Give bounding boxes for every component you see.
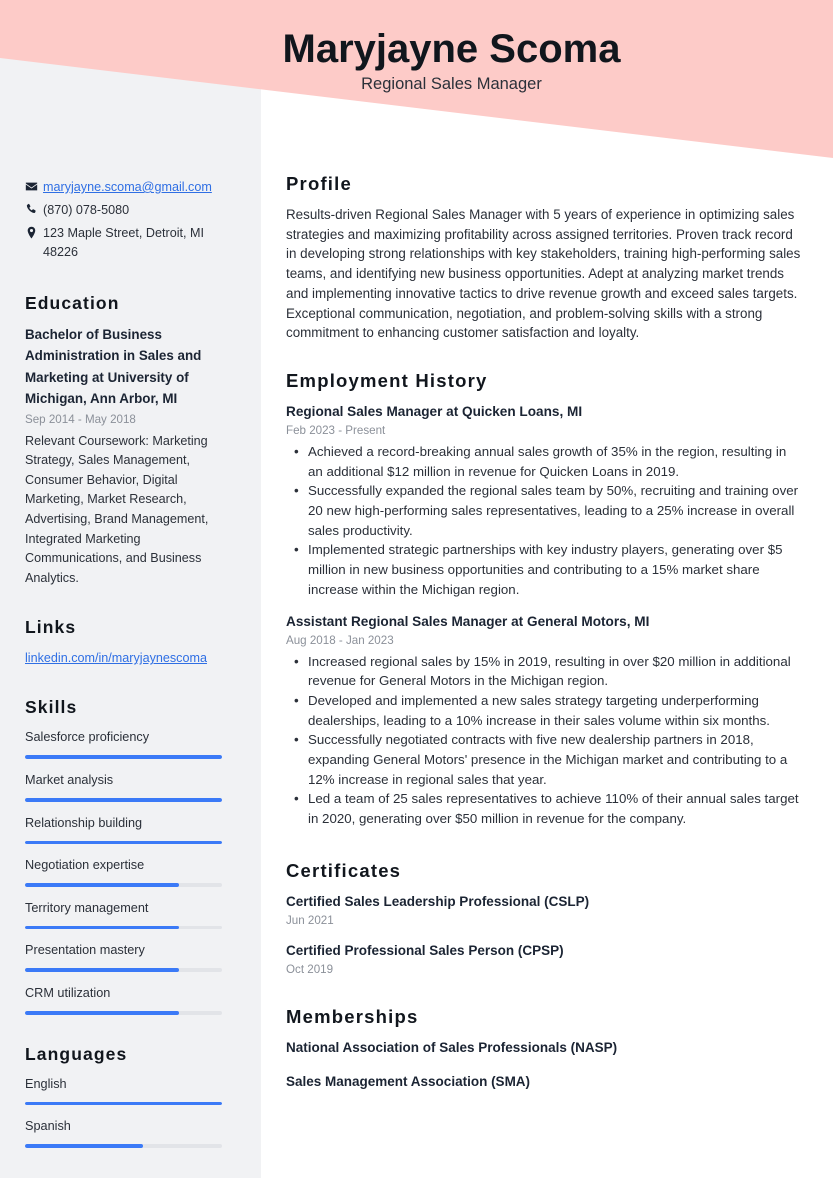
skill-bar-fill: [25, 841, 222, 845]
skill-item: [25, 984, 237, 1015]
skill-label: CRM utilization: [25, 985, 111, 1000]
membership-entry: Sales Management Association (SMA): [286, 1073, 531, 1089]
skill-label: Relationship building: [25, 815, 143, 830]
employment-bullets: [286, 442, 804, 600]
skill-item: [25, 728, 237, 759]
list-item: • Successfully expanded the regional sales team by 50%, recruiting and training over 20 new high-performing sales representatives, leading to a 25% increase in overall sales productivity.: [308, 481, 804, 540]
skill-bar-fill: [25, 926, 179, 930]
language-bar-fill: [25, 1144, 143, 1148]
certificate-entry: [286, 941, 804, 979]
skill-bar-fill: [25, 883, 179, 887]
education-heading: Education: [25, 293, 120, 313]
employment-date: Feb 2023 - Present: [286, 423, 386, 437]
language-item: [25, 1075, 237, 1106]
contact-row: [25, 224, 237, 262]
certificates-heading: Certificates: [286, 859, 402, 881]
skill-bar-track: [25, 883, 222, 887]
skill-bar-track: [25, 841, 222, 845]
list-item: • Developed and implemented a new sales strategy targeting underperforming dealerships, leading to a 10% increase in their sales volume within six months.: [308, 691, 804, 730]
skills-list: [25, 728, 237, 1014]
language-bar-fill: [25, 1102, 222, 1106]
list-item: • Led a team of 25 sales representatives to achieve 110% of their annual sales target in 2020, generating over $50 million in revenue for the company.: [308, 789, 804, 828]
skill-label: Territory management: [25, 900, 149, 915]
skill-bar-fill: [25, 798, 222, 802]
certificate-title: Certified Professional Sales Person (CPSP): [286, 942, 564, 958]
list-item: • Implemented strategic partnerships with key industry players, generating over $5 million in new business opportunities and contributing to a 15% market share increase within the Michigan region.: [308, 540, 804, 599]
certificate-title: Certified Sales Leadership Professional (CSLP): [286, 893, 590, 909]
education-date: Sep 2014 - May 2018: [25, 412, 136, 426]
employment-title: Assistant Regional Sales Manager at General Motors, MI: [286, 613, 650, 629]
links-list: [25, 648, 237, 668]
employment-title: Regional Sales Manager at Quicken Loans, MI: [286, 403, 583, 419]
contact-value: 123 Maple Street, Detroit, MI 48226: [43, 226, 204, 259]
profile-section: [286, 172, 804, 343]
language-label: English: [25, 1076, 67, 1091]
linkedin-link[interactable]: linkedin.com/in/maryjaynescoma: [25, 651, 207, 666]
skill-bar-track: [25, 926, 222, 930]
main-content: [286, 172, 804, 1118]
skill-item: [25, 856, 237, 887]
language-item: [25, 1117, 237, 1148]
phone-icon: [25, 201, 43, 216]
memberships-section: [286, 1005, 804, 1092]
contact-row: [25, 178, 237, 197]
language-label: Spanish: [25, 1119, 71, 1134]
employment-bullets: [286, 652, 804, 829]
header-subtitle: Regional Sales Manager: [361, 75, 542, 93]
skill-label: Negotiation expertise: [25, 858, 145, 873]
list-item: • Successfully negotiated contracts with five new dealership partners in 2018, expanding General Motors' presence in the Michigan market and contributing to a 12% increase in regional sales that year.: [308, 730, 804, 789]
skill-bar-track: [25, 1011, 222, 1015]
skill-item: [25, 771, 237, 802]
education-list: [25, 324, 237, 588]
language-bar-track: [25, 1144, 222, 1148]
skill-label: Salesforce proficiency: [25, 730, 150, 745]
memberships-heading: Memberships: [286, 1005, 419, 1027]
certificate-entry: [286, 892, 804, 930]
languages-heading: Languages: [25, 1043, 128, 1064]
sidebar-content: [25, 178, 237, 1160]
skill-bar-fill: [25, 755, 222, 759]
skill-label: Presentation mastery: [25, 943, 145, 958]
header-text-block: [0, 0, 833, 95]
envelope-icon: [25, 178, 43, 193]
contact-row: [25, 201, 237, 220]
skill-bar-track: [25, 968, 222, 972]
skill-item: [25, 899, 237, 930]
contact-value: (870) 078-5080: [43, 203, 130, 217]
skill-bar-fill: [25, 968, 179, 972]
list-item: • Increased regional sales by 15% in 2019, resulting in over $20 million in additional revenue for General Motors in the Michigan region.: [308, 652, 804, 691]
skill-item: [25, 814, 237, 845]
links-heading: Links: [25, 617, 77, 638]
skill-bar-track: [25, 755, 222, 759]
education-description: Relevant Coursework: Marketing Strategy, Sales Management, Consumer Behavior, Digital Marketing, Market Research, Advertising, Brand Management, Integrated Marketing Communications, and Business Analytics.: [25, 433, 209, 585]
certificates-section: [286, 859, 804, 979]
language-bar-track: [25, 1102, 222, 1106]
page-title: Maryjayne Scoma: [282, 27, 621, 71]
membership-entry: National Association of Sales Professionals (NASP): [286, 1039, 618, 1055]
employment-section: [286, 369, 804, 829]
education-title: Bachelor of Business Administration in Sales and Marketing at University of Michigan, Ann Arbor, MI: [25, 327, 202, 407]
skill-label: Market analysis: [25, 772, 114, 787]
certificate-date: Jun 2021: [286, 913, 334, 927]
memberships-list: [286, 1038, 804, 1092]
employment-date: Aug 2018 - Jan 2023: [286, 633, 394, 647]
skills-heading: Skills: [25, 697, 78, 718]
contact-list: [25, 178, 237, 262]
languages-list: [25, 1075, 237, 1148]
employment-entry: [286, 402, 804, 600]
employment-list: [286, 402, 804, 829]
certificate-date: Oct 2019: [286, 962, 334, 976]
list-item: • Achieved a record-breaking annual sales growth of 35% in the region, resulting in an additional $12 million in revenue for Quicken Loans in 2019.: [308, 442, 804, 481]
skill-item: [25, 941, 237, 972]
profile-heading: Profile: [286, 173, 352, 194]
certificates-list: [286, 892, 804, 979]
location-pin-icon: [25, 224, 43, 239]
employment-heading: Employment History: [286, 369, 488, 391]
skill-bar-track: [25, 798, 222, 802]
skill-bar-fill: [25, 1011, 179, 1015]
link-item: [25, 648, 237, 668]
contact-email-link[interactable]: maryjayne.scoma@gmail.com: [43, 180, 212, 194]
profile-text: Results-driven Regional Sales Manager with 5 years of experience in optimizing sales strategies and maximizing profitability across assigned territories. Proven track record in developing strong relationships with key stakeholders, training high-performing sales teams, and identifying new business opportunities. Adept at analyzing market trends and implementing innovative tactics to drive revenue growth and exceed sales targets. Exceptional communication, negotiation, and problem-solving skills with a strong commitment to enhancing customer satisfaction and loyalty.: [286, 207, 801, 341]
education-entry: [25, 324, 237, 588]
employment-entry: [286, 612, 804, 829]
